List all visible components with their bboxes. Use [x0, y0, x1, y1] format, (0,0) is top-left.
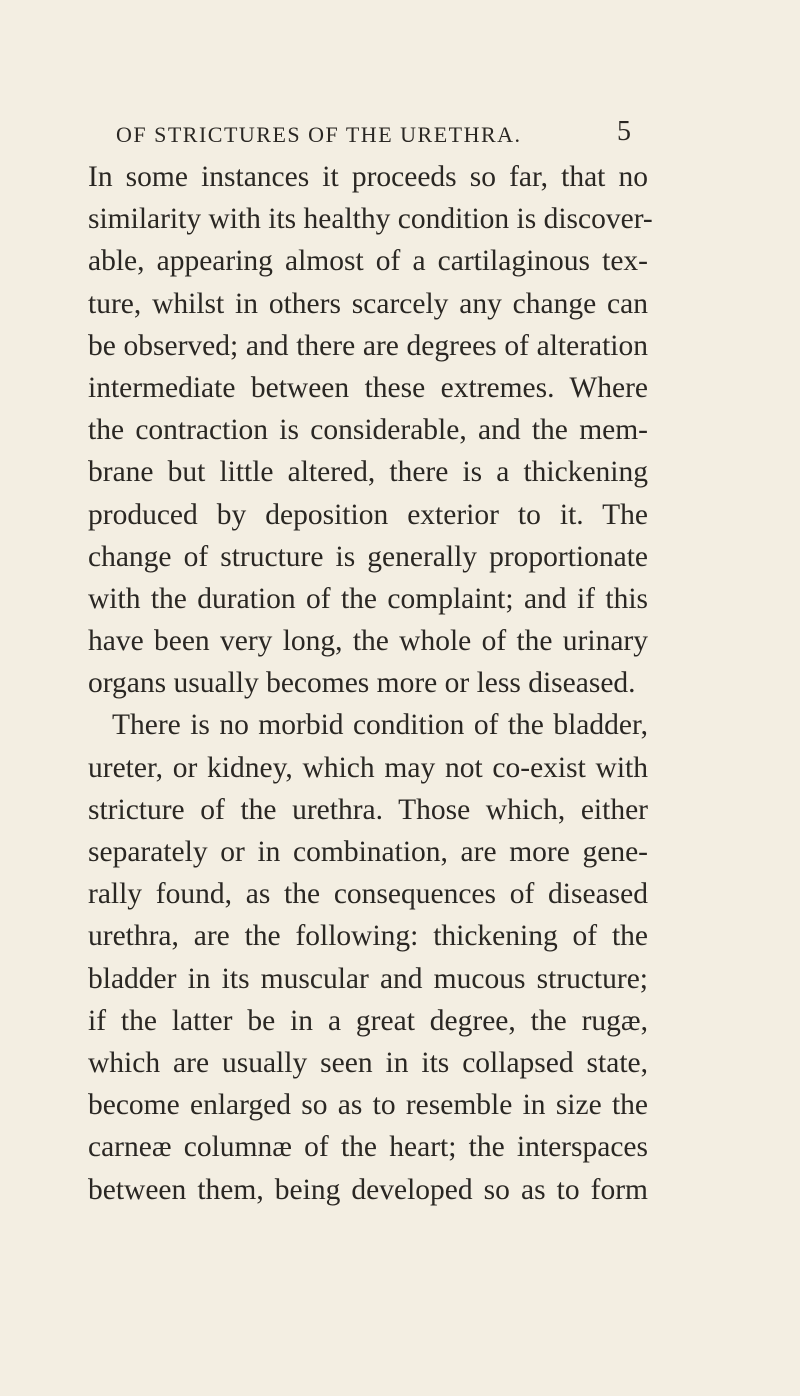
- page-number: 5: [617, 116, 631, 147]
- text-line: produced by deposition exterior to it. The: [88, 498, 648, 531]
- body-text: [88, 156, 653, 1211]
- text-line: In some instances it proceeds so far, that no: [88, 161, 648, 193]
- text-line: with the duration of the complaint; and if this: [88, 582, 648, 615]
- text-line: if the latter be in a great degree, the rugæ,: [88, 1004, 648, 1037]
- running-header: OF STRICTURES OF THE URETHRA.: [116, 122, 522, 147]
- text-line: the contraction is considerable, and the mem-: [88, 414, 648, 447]
- text-line: urethra, are the following: thickening of the: [88, 920, 648, 953]
- text-line: separately or in combination, are more gene-: [88, 836, 648, 868]
- text-line: change of structure is generally proportionate: [88, 540, 648, 573]
- text-line: have been very long, the whole of the urinary: [88, 625, 648, 658]
- text-line: become enlarged so as to resemble in size the: [88, 1089, 648, 1122]
- text-line: intermediate between these extremes. Where: [88, 371, 648, 404]
- text-line: able, appearing almost of a cartilaginous tex-: [88, 245, 648, 278]
- text-line: bladder in its muscular and mucous structure;: [88, 962, 648, 995]
- text-line: rally found, as the consequences of diseased: [88, 878, 648, 911]
- text-line: stricture of the urethra. Those which, either: [88, 793, 648, 826]
- text-line: carneæ columnæ of the heart; the interspaces: [88, 1131, 648, 1164]
- text-line: which are usually seen in its collapsed state,: [88, 1046, 648, 1079]
- text-line: brane but little altered, there is a thickening: [88, 456, 648, 489]
- text-line: There is no morbid condition of the bladder,: [112, 709, 648, 742]
- text-line: between them, being developed so as to form: [88, 1173, 648, 1206]
- text-line: organs usually becomes more or less diseased.: [88, 667, 636, 700]
- text-line: be observed; and there are degrees of alteration: [88, 329, 648, 362]
- text-line: ture, whilst in others scarcely any change can: [88, 287, 648, 320]
- text-line: similarity with its healthy condition is discover-: [88, 203, 653, 236]
- text-line: ureter, or kidney, which may not co-exist with: [88, 751, 648, 784]
